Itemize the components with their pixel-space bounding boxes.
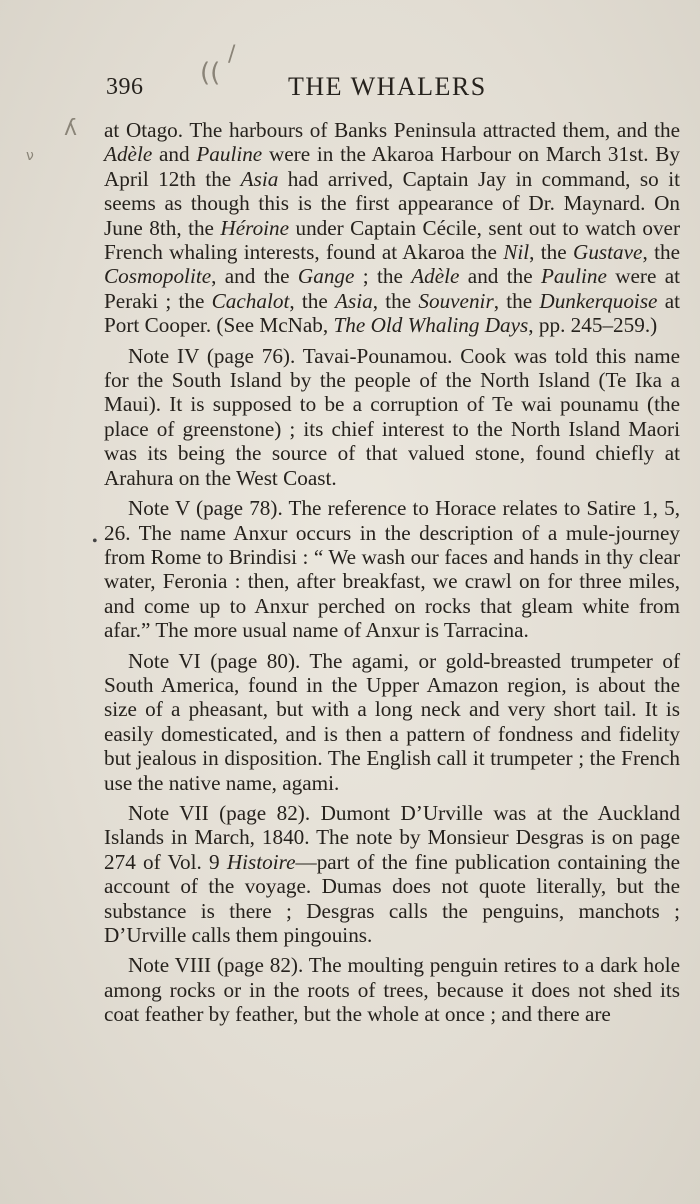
text-run: Note VII (page 82). Dumont D’Urville was at the Auckland Islands in March, 1840. The note by Monsieur Desgras is on page 274 of Vol. 9: [104, 800, 680, 874]
italic-text: Nil: [503, 240, 530, 265]
paragraph-continued: [104, 118, 680, 338]
paragraph-note-vii: [104, 801, 680, 947]
text-run: Note V (page 78). The reference to Horace relates to Satire 1, 5, 26. The name Anxur occurs in the description of a mule-journey from Rome to Brindisi : “ We wash our faces and hands in thy clear water, Feronia : then, after breakfast, we crawl on for three miles, and come up to Anxur perched on rocks that gleam white from afar.” The more usual name of Anxur is Tarracina.: [104, 496, 680, 643]
pencil-scribble-mark: ((: [200, 58, 221, 88]
text-run: Note IV (page 76). Tavai-Pounamou. Cook was told this name for the South Island by the people of the North Island (Te Ika a Maui). It is supposed to be a corruption of Te wai pounamu (the place of greenstone) ; its chief interest to the North Island Maori was its being the source of that valued stone, found chiefly at Arahura on the West Coast.: [104, 343, 680, 490]
page-number: 396: [106, 74, 144, 100]
text-run: and the: [459, 264, 541, 289]
italic-text: Asia: [240, 166, 279, 191]
text-run: under Captain Cécile, sent out to watch over French whaling interests, found at Akaroa the: [104, 215, 681, 265]
text-run: at Otago. The harbours of Banks Peninsula attracted them, and the: [104, 118, 680, 142]
text-run: were in the Akaroa Harbour on March 31st. By April 12th the: [104, 142, 681, 191]
text-run: at Port Cooper. (See McNab,: [104, 288, 681, 338]
text-run: ; the: [354, 264, 412, 289]
text-run: were at Peraki ; the: [104, 264, 680, 313]
italic-text: Dunkerquoise: [539, 288, 658, 313]
italic-text: Asia: [335, 288, 373, 313]
italic-text: Cosmopolite: [104, 264, 212, 289]
italic-text: Adèle: [411, 264, 460, 289]
page-header: [106, 68, 666, 108]
text-run: Note VIII (page 82). The moulting penguin retires to a dark hole among rocks or in the roots of trees, because it does not shed its coat feather by feather, but the whole at once ; and there are: [104, 953, 680, 1027]
pencil-scribble-mark: ʎ: [64, 116, 78, 141]
text-run: —part of the fine publication containing the account of the voyage. Dumas does not quote literally, but the substance is there ; Desgras calls the penguins, manchots ; D’Urville calls them pingouins.: [104, 849, 680, 947]
text-run: , and the: [211, 264, 298, 289]
text-run: , pp. 245–259.): [528, 313, 658, 338]
italic-text: Histoire: [226, 849, 296, 874]
italic-text: Cachalot: [211, 288, 290, 313]
text-run: , the: [289, 288, 336, 313]
running-head: THE WHALERS: [288, 72, 487, 101]
text-run: , the: [493, 288, 540, 313]
margin-dot: •: [92, 533, 98, 550]
italic-text: Héroine: [220, 215, 290, 240]
paragraph-note-viii: [104, 953, 680, 1026]
italic-text: Gustave: [573, 240, 643, 265]
text-run: , the: [529, 240, 574, 265]
text-run: , the: [642, 240, 680, 265]
text-run: , the: [372, 288, 419, 313]
italic-text: The Old Whaling Days: [333, 313, 529, 338]
paragraph-note-v: [104, 496, 680, 642]
text-run: had arrived, Captain Jay in command, so it seems as though this is the first appearance of Dr. Maynard. On June 8th, the: [104, 166, 681, 240]
italic-text: Gange: [297, 264, 355, 289]
italic-text: Adèle: [104, 142, 153, 167]
italic-text: Pauline: [540, 264, 607, 289]
pencil-scribble-mark: /: [228, 42, 236, 67]
text-run: Note VI (page 80). The agami, or gold-breasted trumpeter of South America, found in the Upper Amazon region, is about the size of a pheasant, but with a long neck and very short tail. It is easily domesticated, and is then a pattern of fondness and fidelity but jealous in disposition. The English call it trumpeter ; the French use the native name, agami.: [104, 648, 680, 795]
italic-text: Pauline: [196, 142, 263, 167]
text-run: and: [152, 142, 197, 167]
body-text: [104, 118, 680, 1027]
italic-text: Souvenir: [418, 288, 494, 313]
paragraph-note-iv: [104, 344, 680, 490]
paragraph-note-vi: [104, 649, 680, 795]
pencil-scribble-mark: ν: [26, 148, 34, 164]
